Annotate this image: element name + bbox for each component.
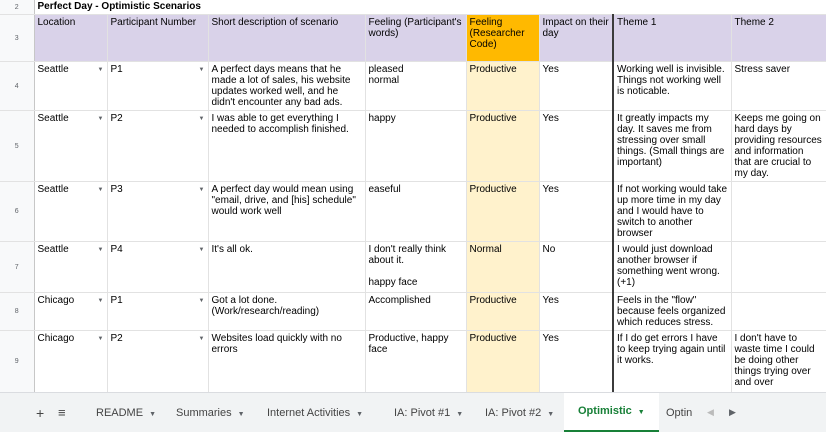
location-value: Seattle <box>37 184 69 195</box>
sheet-list-icon[interactable]: ≡ <box>58 405 66 420</box>
theme2-cell[interactable] <box>731 293 826 331</box>
dropdown-arrow-icon[interactable]: ▼ <box>198 336 205 342</box>
header-feeling-code[interactable]: Feeling (Researcher Code) <box>466 15 539 62</box>
feeling-code-cell[interactable]: Productive <box>466 331 539 393</box>
location-value: Seattle <box>37 113 69 124</box>
theme1-cell[interactable]: Feels in the "flow" because feels organized which reduces stress. <box>613 293 731 331</box>
location-value: Chicago <box>37 295 75 306</box>
location-value: Chicago <box>37 333 75 344</box>
theme2-cell[interactable]: Stress saver <box>731 62 826 111</box>
impact-cell[interactable]: Yes <box>539 293 613 331</box>
header-location[interactable]: Location <box>34 15 107 62</box>
location-cell[interactable] <box>34 242 107 293</box>
plus-icon[interactable]: + <box>36 405 45 421</box>
theme1-cell[interactable]: It greatly impacts my day. It saves me from stressing over small things. (Small things are important) <box>613 111 731 182</box>
scroll-right-icon[interactable]: ▶ <box>729 407 736 417</box>
scenario-cell[interactable]: A perfect day would mean using "email, drive, and [his] schedule" would work well <box>208 182 365 242</box>
participant-value: P4 <box>110 244 123 255</box>
feeling-words-line: Productive, happy face <box>368 333 449 355</box>
participant-cell[interactable] <box>107 242 208 293</box>
row-number[interactable]: 5 <box>0 111 34 182</box>
feeling-words-line: normal <box>368 75 400 86</box>
tab-label: IA: Pivot #2 <box>485 407 542 419</box>
tab-label: Internet Activities <box>267 407 351 419</box>
row-number[interactable]: 4 <box>0 62 34 111</box>
theme2-cell[interactable]: I don't have to waste time I could be doing other things trying over and over <box>731 331 826 393</box>
chevron-down-icon[interactable]: ▼ <box>237 411 245 418</box>
feeling-code-cell[interactable]: Productive <box>466 111 539 182</box>
row-number[interactable]: 6 <box>0 182 34 242</box>
feeling-words-line: I don't really think about it. <box>368 244 447 266</box>
header-impact[interactable]: Impact on their day <box>539 15 613 62</box>
impact-cell[interactable]: Yes <box>539 331 613 393</box>
dropdown-arrow-icon[interactable]: ▼ <box>198 187 205 193</box>
participant-value: P3 <box>110 184 123 195</box>
tab-internet-activities[interactable] <box>267 393 363 432</box>
participant-cell[interactable] <box>107 293 208 331</box>
impact-cell[interactable]: Yes <box>539 182 613 242</box>
theme1-cell[interactable]: If not working would take up more time in my day and I would have to switch to another browser <box>613 182 731 242</box>
location-cell[interactable] <box>34 331 107 393</box>
tab-label: IA: Pivot #1 <box>394 407 451 419</box>
table-row <box>0 182 826 242</box>
chevron-down-icon[interactable]: ▼ <box>149 411 156 418</box>
feeling-words-line: Accomplished <box>368 295 431 306</box>
participant-cell[interactable] <box>107 331 208 393</box>
scenario-cell[interactable]: Got a lot done. (Work/research/reading) <box>208 293 365 331</box>
feeling-words-cell[interactable] <box>365 293 466 331</box>
dropdown-arrow-icon[interactable]: ▼ <box>198 298 205 304</box>
tab-summaries[interactable] <box>176 393 245 432</box>
tab-optimistic[interactable] <box>564 393 659 432</box>
scroll-left-icon[interactable]: ◀ <box>707 407 714 417</box>
tab-label: Optimistic <box>578 405 632 417</box>
theme1-cell[interactable]: If I do get errors I have to keep trying again until it works. <box>613 331 731 393</box>
location-cell[interactable] <box>34 62 107 111</box>
row-number[interactable]: 7 <box>0 242 34 293</box>
dropdown-arrow-icon[interactable]: ▼ <box>97 336 104 342</box>
chevron-down-icon[interactable]: ▼ <box>456 411 464 418</box>
dropdown-arrow-icon[interactable]: ▼ <box>97 298 104 304</box>
header-feeling-words[interactable]: Feeling (Participant's words) <box>365 15 466 62</box>
dropdown-arrow-icon[interactable]: ▼ <box>97 187 104 193</box>
header-theme1[interactable]: Theme 1 <box>613 15 731 62</box>
impact-cell[interactable]: Yes <box>539 111 613 182</box>
sheet-title[interactable]: Perfect Day - Optimistic Scenarios <box>34 0 826 15</box>
feeling-code-cell[interactable]: Productive <box>466 293 539 331</box>
theme2-cell[interactable] <box>731 182 826 242</box>
header-participant[interactable]: Participant Number <box>107 15 208 62</box>
dropdown-arrow-icon[interactable]: ▼ <box>198 116 205 122</box>
dropdown-arrow-icon[interactable]: ▼ <box>97 247 104 253</box>
sheet-tab-bar <box>0 392 826 432</box>
tab-label: Optin <box>666 407 693 419</box>
tab-ia-pivot-1[interactable] <box>394 393 463 432</box>
participant-cell[interactable] <box>107 62 208 111</box>
theme1-cell[interactable]: Working well is invisible. Things not working well is noticable. <box>613 62 731 111</box>
table-row <box>0 331 826 393</box>
participant-value: P1 <box>110 64 123 75</box>
scenario-cell[interactable]: I was able to get everything I needed to accomplish finished. <box>208 111 365 182</box>
table-row <box>0 293 826 331</box>
row-number[interactable]: 9 <box>0 331 34 393</box>
feeling-words-line: happy <box>368 113 396 124</box>
location-cell[interactable] <box>34 111 107 182</box>
feeling-words-cell[interactable] <box>365 62 466 111</box>
participant-value: P1 <box>110 295 123 306</box>
dropdown-arrow-icon[interactable]: ▼ <box>198 247 205 253</box>
scenario-cell[interactable]: Websites load quickly with no errors <box>208 331 365 393</box>
tab-label: README <box>96 407 144 419</box>
feeling-words-line: easeful <box>368 184 401 195</box>
scenario-cell[interactable]: It's all ok. <box>208 242 365 293</box>
tab-ia-pivot-2[interactable] <box>485 393 554 432</box>
feeling-words-cell[interactable] <box>365 331 466 393</box>
tab-label: Summaries <box>176 407 232 419</box>
location-cell[interactable] <box>34 182 107 242</box>
dropdown-arrow-icon[interactable]: ▼ <box>198 67 205 73</box>
tab-optin[interactable] <box>666 393 692 432</box>
theme2-cell[interactable] <box>731 242 826 293</box>
row-number[interactable]: 3 <box>0 15 34 62</box>
location-cell[interactable] <box>34 293 107 331</box>
feeling-words-cell[interactable] <box>365 111 466 182</box>
table-row <box>0 111 826 182</box>
location-value: Seattle <box>37 244 69 255</box>
table-row <box>0 62 826 111</box>
chevron-down-icon[interactable]: ▼ <box>637 409 645 416</box>
title-row <box>0 0 826 15</box>
theme2-cell[interactable]: Keeps me going on hard days by providing resources and information that are crucial to my day. <box>731 111 826 182</box>
header-theme2[interactable]: Theme 2 <box>731 15 826 62</box>
tab-readme[interactable] <box>96 393 156 432</box>
participant-cell[interactable] <box>107 111 208 182</box>
feeling-words-cell[interactable] <box>365 242 466 293</box>
header-row <box>0 15 826 62</box>
table-row <box>0 242 826 293</box>
row-number[interactable]: 8 <box>0 293 34 331</box>
scenario-cell[interactable]: A perfect days means that he made a lot of sales, his website updates worked well, and he didn't encounter any bad ads. <box>208 62 365 111</box>
participant-cell[interactable] <box>107 182 208 242</box>
feeling-code-cell[interactable]: Productive <box>466 182 539 242</box>
feeling-words-cell[interactable] <box>365 182 466 242</box>
row-number[interactable]: 2 <box>0 0 34 15</box>
chevron-down-icon[interactable]: ▼ <box>547 411 555 418</box>
impact-cell[interactable]: Yes <box>539 62 613 111</box>
dropdown-arrow-icon[interactable]: ▼ <box>97 116 104 122</box>
theme1-cell[interactable]: I would just download another browser if something went wrong. (+1) <box>613 242 731 293</box>
header-scenario[interactable]: Short description of scenario <box>208 15 365 62</box>
feeling-code-cell[interactable]: Normal <box>466 242 539 293</box>
feeling-words-line: happy face <box>368 277 418 288</box>
chevron-down-icon[interactable]: ▼ <box>356 411 364 418</box>
participant-value: P2 <box>110 333 123 344</box>
dropdown-arrow-icon[interactable]: ▼ <box>97 67 104 73</box>
participant-value: P2 <box>110 113 123 124</box>
location-value: Seattle <box>37 64 69 75</box>
feeling-words-line: pleased <box>368 64 404 75</box>
feeling-code-cell[interactable]: Productive <box>466 62 539 111</box>
impact-cell[interactable]: No <box>539 242 613 293</box>
